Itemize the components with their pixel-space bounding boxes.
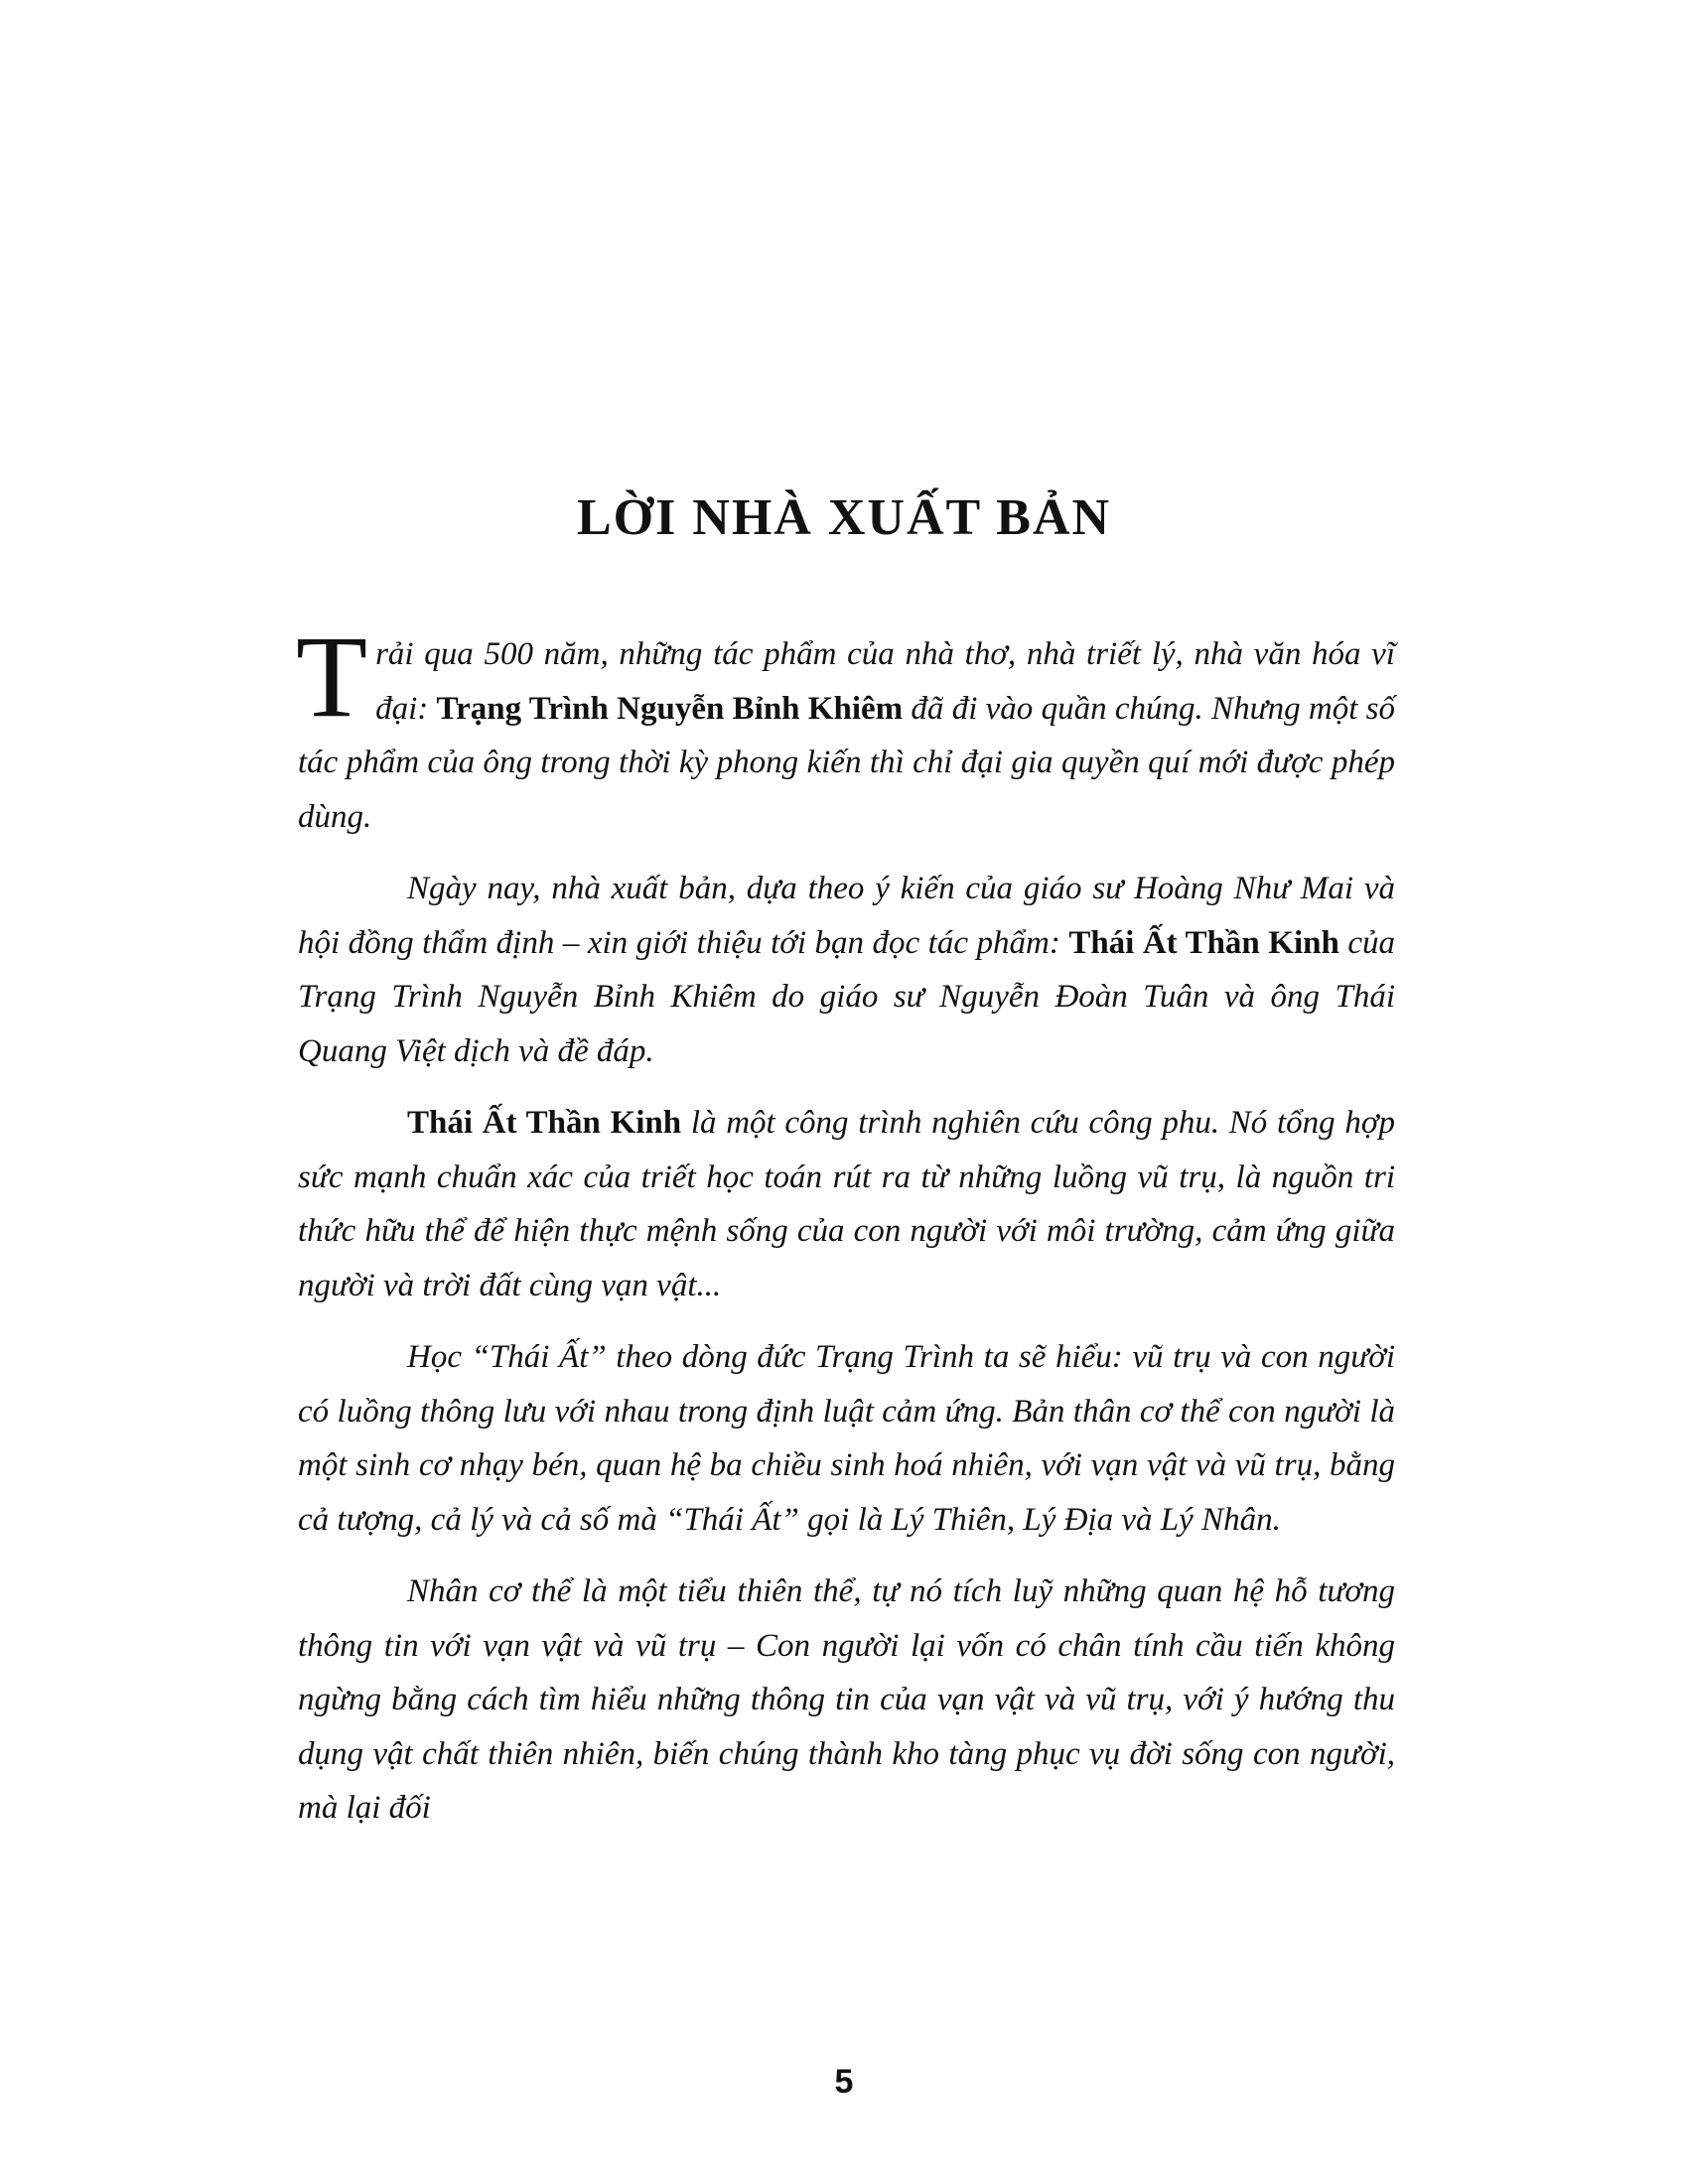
text-run: Học “Thái Ất” theo dòng đức Trạng Trình ta sẽ hiểu: vũ trụ và con người có luồng thông lưu với nhau trong định luật cảm ứng. Bản thân cơ thể con người là một sinh cơ nhạy bén, quan hệ ba chiều sinh hoá nhiên, với vạn vật và vũ trụ, bằng cả tượng, cả lý và cả số mà “Thái Ất” gọi là Lý Thiên, Lý Địa và Lý Nhân. [298, 1339, 1395, 1538]
page-number: 5 [834, 2063, 854, 2101]
text-run: rải qua 500 năm, những tác phẩm của nhà thơ, nhà triết lý, nhà văn hóa vĩ đại: [375, 636, 1395, 727]
text-run: đã đi vào quần chúng. Nhưng một số tác phẩm của ông trong thời kỳ phong kiến thì chỉ đại gia quyền quí mới được phép dùng. [298, 690, 1395, 835]
text-run: của Trạng Trình Nguyễn Bỉnh Khiêm do giáo sư Nguyễn Đoàn Tuân và ông Thái Quang Việt dịch và đề đáp. [298, 924, 1395, 1069]
paragraph-1 [296, 612, 1395, 844]
page-title: LỜI NHÀ XUẤT BẢN [576, 489, 1112, 546]
paragraph-3 [298, 1096, 1395, 1312]
text-run: Nhân cơ thể là một tiểu thiên thể, tự nó tích luỹ những quan hệ hỗ tương thông tin với vạn vật và vũ trụ – Con người lại vốn có chân tính cầu tiến không ngừng bằng cách tìm hiểu những thông tin của vạn vật và vũ trụ, với ý hướng thu dụng vật chất thiên nhiên, biến chúng thành kho tàng phục vụ đời sống con người, mà lại đối [298, 1573, 1395, 1826]
dropcap-letter: T [296, 612, 368, 742]
author-name: Trạng Trình Nguyễn Bỉnh Khiêm [436, 690, 904, 727]
paragraph-4 [298, 1330, 1395, 1547]
text-run: là một công trình nghiên cứu công phu. Nó tổng hợp sức mạnh chuẩn xác của triết học toán rút ra từ những luồng vũ trụ, là nguồn tri thức hữu thể để hiện thực mệnh sống của con người với môi trường, cảm ứng giữa người và trời đất cùng vạn vật... [298, 1105, 1395, 1303]
paragraph-2 [298, 862, 1395, 1078]
book-title: Thái Ất Thần Kinh [407, 1105, 682, 1141]
book-title: Thái Ất Thần Kinh [1068, 924, 1339, 961]
paragraph-5 [298, 1565, 1395, 1836]
text-run: Ngày nay, nhà xuất bản, dựa theo ý kiến của giáo sư Hoàng Như Mai và hội đồng thẩm định – xin giới thiệu tới bạn đọc tác phẩm: [298, 871, 1395, 961]
document-body [296, 612, 1395, 1836]
